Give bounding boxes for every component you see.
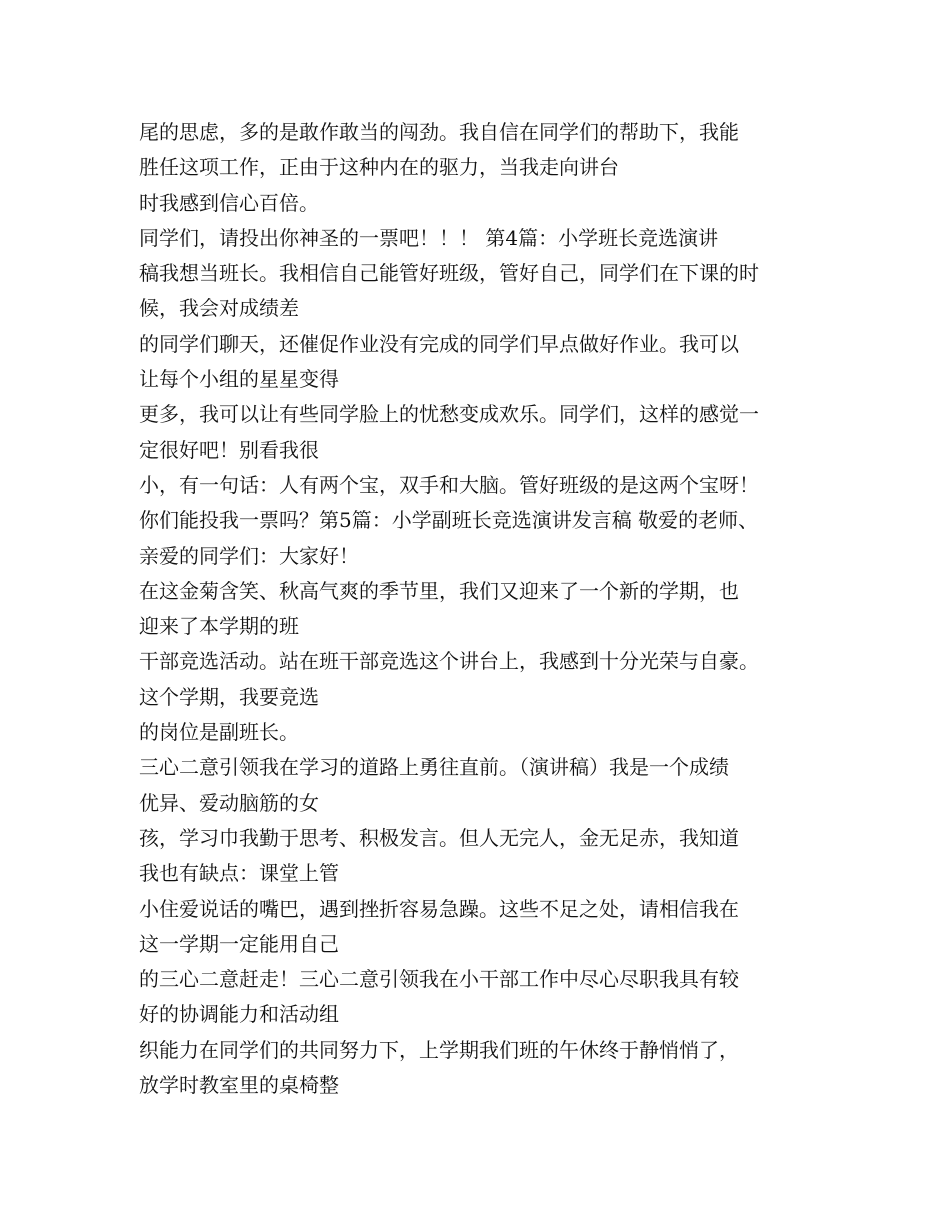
text-line: 亲爱的同学们：大家好！ [139, 543, 359, 568]
text-line: 让每个小组的星星变得 [139, 367, 339, 392]
text-line: 尾的思虑，多的是敢作敢当的闯劲。我自信在同学们的帮助下，我能 [139, 120, 739, 144]
text-line: 三心二意引领我在学习的道路上勇往直前。（演讲稿）我是一个成绩 [139, 755, 729, 780]
text-line: 我也有缺点：课堂上管 [139, 861, 339, 886]
text-line: 定很好吧！别看我很 [139, 437, 319, 462]
text-line: 时我感到信心百倍。 [139, 190, 319, 215]
text-line: 小，有一句话：人有两个宝，双手和大脑。管好班级的是这两个宝呀！ [139, 472, 759, 497]
text-line: 的三心二意赶走！三心二意引领我在小干部工作中尽心尽职我具有较 [139, 967, 739, 992]
text-line: 胜任这项工作，正由于这种内在的驱力，当我走向讲台 [139, 155, 619, 180]
text-line: 优异、爱动脑筋的女 [139, 790, 319, 815]
text-line: 在这金菊含笑、秋高气爽的季节里，我们又迎来了一个新的学期，也 [139, 578, 739, 603]
text-line: 织能力在同学们的共同努力下，上学期我们班的午休终于静悄悄了， [139, 1037, 739, 1062]
text-line: 好的协调能力和活动组 [139, 1002, 339, 1027]
document-body [139, 115, 829, 1103]
text-line: 同学们，请投出你神圣的一票吧！！！ 第4篇：小学班长竞选演讲 [139, 225, 719, 250]
text-line: 迎来了本学期的班 [139, 614, 299, 639]
text-line: 这一学期一定能用自己 [139, 931, 339, 956]
text-line: 更多，我可以让有些同学脸上的忧愁变成欢乐。同学们，这样的感觉一 [139, 402, 759, 427]
text-line: 稿我想当班长。我相信自己能管好班级，管好自己，同学们在下课的时 [139, 261, 759, 286]
text-line: 候，我会对成绩差 [139, 296, 299, 321]
text-line: 孩，学习巾我勤于思考、积极发言。但人无完人，金无足赤，我知道 [139, 825, 739, 850]
text-line: 干部竞选活动。站在班干部竞选这个讲台上，我感到十分光荣与自豪。 [139, 649, 759, 674]
text-line: 小住爱说话的嘴巴，遇到挫折容易急躁。这些不足之处，请相信我在 [139, 896, 739, 921]
text-line: 的同学们聊天，还催促作业没有完成的同学们早点做好作业。我可以 [139, 331, 739, 356]
text-line: 放学时教室里的桌椅整 [139, 1073, 339, 1098]
text-line: 这个学期，我要竞选 [139, 684, 319, 709]
text-line: 你们能投我一票吗？第5篇：小学副班长竞选演讲发言稿 敬爱的老师、 [139, 508, 759, 533]
text-line: 的岗位是副班长。 [139, 720, 299, 745]
